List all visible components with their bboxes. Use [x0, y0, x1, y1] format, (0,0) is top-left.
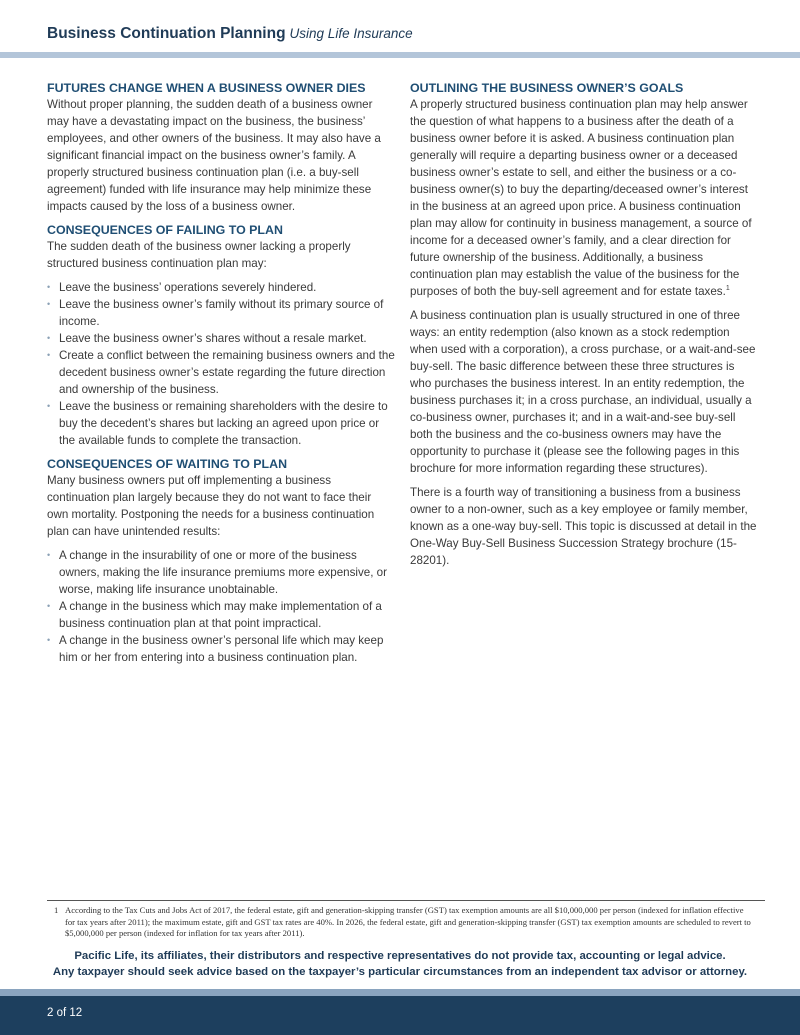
bullet-icon: •: [47, 282, 51, 292]
disclaimer-line-2: Any taxpayer should seek advice based on the taxpayer’s particular circumstances from an independent tax advisor or attorney.: [52, 966, 748, 978]
owner-goals-paragraph-1: A properly structured business continuation plan may help answer the question of what happens to a business after the death of a business owner before it is asked. A business continuation plan generally will require a departing business owner or a deceased business owner’s estate to sell, and either the business or a co-business owner(s) to buy the departing/deceased owner’s interest in the business at an agreed upon price. A business continuation plan may allow for continuity in business management, a source of income for a deceased owner’s family, and a clear direction for future ownership of the business. Additionally, a business continuation plan may establish the value of the business for the purposes of both the buy-sell agreement and for estate taxes.$^1$: [410, 98, 752, 298]
list-item: • Leave the business or remaining shareholders with the desire to buy the decedent’s shares but lacking an agreed upon price or the available funds to complete the transaction.: [47, 400, 388, 447]
header-title-line: [47, 25, 413, 43]
bullet-icon: •: [47, 333, 51, 343]
section-body-futures-change: Without proper planning, the sudden death of a business owner may have a devastating impact on the business, the business’ employees, and other owners of the business. It may also have a significant financial impact on the business owner’s family. A properly structured business continuation plan (i.e. a buy-sell agreement) funded with life insurance may help minimize these impacts caused by the loss of a business owner.: [47, 98, 381, 213]
bullet-icon: •: [47, 550, 51, 560]
list-item: • A change in the business owner’s personal life which may keep him or her from entering into a business continuation plan.: [47, 634, 384, 664]
list-item: • A change in the insurability of one or more of the business owners, making the life insurance premiums more expensive, or worse, making life insurance unobtainable.: [47, 549, 387, 596]
footnote: [54, 905, 754, 940]
owner-goals-paragraph-3: There is a fourth way of transitioning a business from a business owner to a non-owner, such as a key employee or family member, known as a one-way buy-sell. This topic is discussed at detail in the One-Way Buy-Sell Business Succession Strategy brochure (15-28201).: [410, 486, 757, 567]
right-column: [410, 80, 758, 576]
list-item: • Leave the business owner’s family without its primary source of income.: [47, 298, 384, 328]
footer-accent-band: [0, 989, 800, 996]
footnote-number: 1: [54, 905, 59, 915]
owner-goals-paragraph-2: A business continuation plan is usually structured in one of three ways: an entity redemption (also known as a stock redemption when used with a corporation), a cross purchase, or a wait-and-see buy-sell. The basic difference between these three structures is who purchases the business interest. In an entity redemption, the business purchases it; in a cross purchase, an individual, usually a co-business owner, purchases it; and in a wait-and-see buy-sell both the business and the co-business owners may have the opportunity to purchase it (please see the following pages in this brochure for more information regarding these structures).: [410, 309, 756, 475]
legal-disclaimer: [0, 948, 800, 980]
document-subtitle: Using Life Insurance: [289, 26, 413, 41]
bullet-icon: •: [47, 635, 51, 645]
list-item: • Create a conflict between the remaining business owners and the decedent business owner’s estate regarding the future direction and ownership of the business.: [47, 349, 395, 396]
bullet-icon: •: [47, 299, 51, 309]
section-intro-failing-to-plan: The sudden death of the business owner lacking a properly structured business continuation plan may:: [47, 240, 351, 270]
list-item: • Leave the business’ operations severely hindered.: [47, 281, 317, 294]
disclaimer-line-1: Pacific Life, its affiliates, their distributors and respective representatives do not provide tax, accounting or legal advice.: [74, 950, 726, 962]
footnote-text: According to the Tax Cuts and Jobs Act of 2017, the federal estate, gift and generation-skipping transfer (GST) tax exemption amounts are all $10,000,000 per person (indexed for inflation effective for tax years after 2011); the maximum estate, gift and GST tax rates are 40%. In 2026, the federal estate, gift and generation-skipping transfer (GST) tax exemption amounts are scheduled to revert to $5,000,000 per person (indexed for inflation for tax years after 2011).: [65, 905, 751, 938]
waiting-to-plan-list: [47, 547, 395, 666]
footnote-divider: [47, 900, 765, 901]
section-heading-owner-goals: OUTLINING THE BUSINESS OWNER’S GOALS: [410, 81, 684, 95]
failing-to-plan-list: [47, 279, 395, 449]
bullet-icon: •: [47, 601, 51, 611]
section-intro-waiting-to-plan: Many business owners put off implementing a business continuation plan largely because they do not want to face their own mortality. Postponing the needs for a business continuation plan can have unintended results:: [47, 474, 375, 538]
section-heading-failing-to-plan: CONSEQUENCES OF FAILING TO PLAN: [47, 223, 283, 237]
section-heading-waiting-to-plan: CONSEQUENCES OF WAITING TO PLAN: [47, 457, 288, 471]
footnote-reference: 1: [725, 285, 730, 293]
section-heading-futures-change: FUTURES CHANGE WHEN A BUSINESS OWNER DIES: [47, 81, 366, 95]
page-footer: [0, 996, 800, 1035]
bullet-icon: •: [47, 350, 51, 360]
bullet-icon: •: [47, 401, 51, 411]
list-item: • A change in the business which may make implementation of a business continuation plan at that point impractical.: [47, 600, 382, 630]
document-title: Business Continuation Planning: [47, 25, 286, 42]
header-rule: [0, 52, 800, 58]
page-number: 2 of 12: [47, 1007, 83, 1019]
page-header: [0, 0, 800, 60]
list-item: • Leave the business owner’s shares without a resale market.: [47, 332, 367, 345]
left-column: [47, 80, 395, 673]
